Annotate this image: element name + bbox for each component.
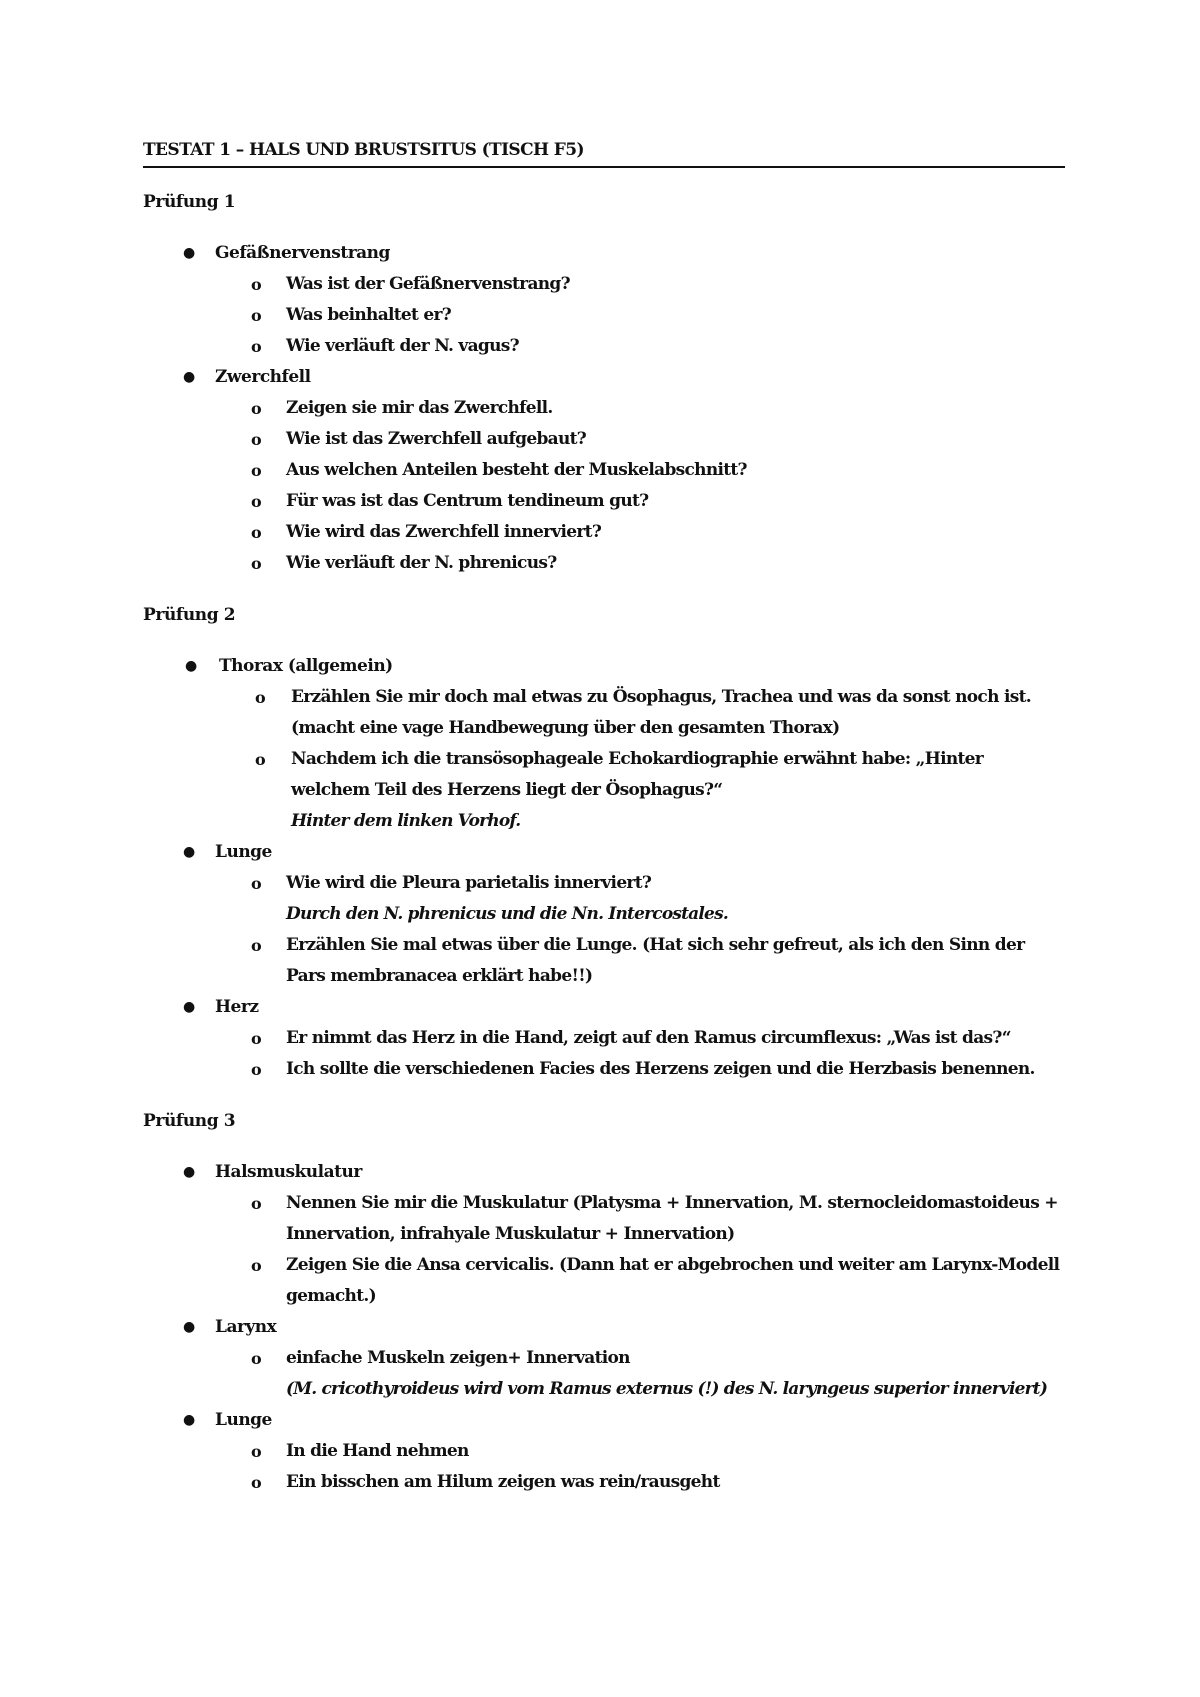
question-item bbox=[215, 868, 1065, 930]
question-text: Er nimmt das Herz in die Hand, zeigt auf den Ramus circumflexus: „Was ist das?“ bbox=[286, 1028, 1011, 1048]
exam-heading: Prüfung 1 bbox=[143, 192, 236, 212]
question-text: Nachdem ich die transösophageale Echokardiographie erwähnt habe: „Hinter welchem Teil des Herzens liegt der Ösophagus?“ bbox=[291, 749, 984, 800]
circle-bullet-icon: o bbox=[251, 936, 262, 955]
circle-bullet-icon: o bbox=[251, 399, 262, 418]
topic-label: Herz bbox=[215, 997, 259, 1017]
topic-item bbox=[143, 651, 1065, 837]
exam-section-3 bbox=[143, 1109, 1065, 1498]
document-page bbox=[143, 138, 1065, 1522]
topic-list bbox=[143, 238, 1065, 579]
question-item bbox=[215, 300, 1065, 331]
circle-bullet-icon: o bbox=[251, 1194, 262, 1213]
topic-item bbox=[143, 362, 1065, 579]
circle-bullet-icon: o bbox=[251, 1029, 262, 1048]
bullet-icon: ● bbox=[183, 1319, 196, 1335]
answer-text: Durch den N. phrenicus und die Nn. Intercostales. bbox=[286, 904, 728, 924]
exam-section-1 bbox=[143, 190, 1065, 579]
bullet-icon: ● bbox=[183, 1164, 196, 1180]
topic-label: Lunge bbox=[215, 842, 272, 862]
circle-bullet-icon: o bbox=[251, 1060, 262, 1079]
topic-item bbox=[143, 837, 1065, 992]
circle-bullet-icon: o bbox=[251, 874, 262, 893]
question-text: Für was ist das Centrum tendineum gut? bbox=[286, 491, 649, 511]
bullet-icon: ● bbox=[183, 999, 196, 1015]
question-text: Wie wird das Zwerchfell innerviert? bbox=[286, 522, 602, 542]
question-item bbox=[219, 682, 1065, 744]
question-text: Wie wird die Pleura parietalis innerviert? bbox=[286, 873, 652, 893]
bullet-icon: ● bbox=[183, 844, 196, 860]
circle-bullet-icon: o bbox=[251, 275, 262, 294]
question-list bbox=[219, 682, 1065, 837]
question-text: Was ist der Gefäßnervenstrang? bbox=[286, 274, 570, 294]
question-item bbox=[215, 517, 1065, 548]
circle-bullet-icon: o bbox=[251, 1256, 262, 1275]
question-item bbox=[215, 486, 1065, 517]
question-text: einfache Muskeln zeigen+ Innervation bbox=[286, 1348, 630, 1368]
question-item bbox=[215, 455, 1065, 486]
topic-label: Halsmuskulatur bbox=[215, 1162, 362, 1182]
topic-label: Zwerchfell bbox=[215, 367, 311, 387]
topic-list bbox=[143, 1157, 1065, 1498]
question-item bbox=[215, 1343, 1065, 1405]
circle-bullet-icon: o bbox=[251, 461, 262, 480]
question-text: Wie verläuft der N. phrenicus? bbox=[286, 553, 557, 573]
circle-bullet-icon: o bbox=[251, 1349, 262, 1368]
circle-bullet-icon: o bbox=[251, 306, 262, 325]
question-item bbox=[215, 930, 1065, 992]
question-text: Was beinhaltet er? bbox=[286, 305, 452, 325]
bullet-icon: ● bbox=[185, 658, 198, 674]
question-item bbox=[215, 1188, 1065, 1250]
circle-bullet-icon: o bbox=[251, 1473, 262, 1492]
question-list bbox=[215, 269, 1065, 362]
question-list bbox=[215, 393, 1065, 579]
question-text: Ein bisschen am Hilum zeigen was rein/rausgeht bbox=[286, 1472, 720, 1492]
topic-item bbox=[143, 238, 1065, 362]
topic-label: Thorax (allgemein) bbox=[219, 656, 393, 676]
topic-item bbox=[143, 1405, 1065, 1498]
question-text: Wie verläuft der N. vagus? bbox=[286, 336, 519, 356]
topic-label: Lunge bbox=[215, 1410, 272, 1430]
question-item bbox=[215, 269, 1065, 300]
topic-label: Larynx bbox=[215, 1317, 277, 1337]
bullet-icon: ● bbox=[183, 245, 196, 261]
question-text: Erzählen Sie mal etwas über die Lunge. (Hat sich sehr gefreut, als ich den Sinn der Pars membranacea erklärt habe!!) bbox=[286, 935, 1025, 986]
question-item bbox=[219, 744, 1065, 837]
topic-item bbox=[143, 992, 1065, 1085]
answer-text: Hinter dem linken Vorhof. bbox=[291, 811, 521, 831]
question-item bbox=[215, 548, 1065, 579]
question-list bbox=[215, 868, 1065, 992]
question-text: Zeigen Sie die Ansa cervicalis. (Dann hat er abgebrochen und weiter am Larynx-Modell gemacht.) bbox=[286, 1255, 1060, 1306]
circle-bullet-icon: o bbox=[255, 688, 266, 707]
topic-list bbox=[143, 651, 1065, 1085]
question-text: Zeigen sie mir das Zwerchfell. bbox=[286, 398, 553, 418]
circle-bullet-icon: o bbox=[251, 337, 262, 356]
bullet-icon: ● bbox=[183, 369, 196, 385]
question-text: Aus welchen Anteilen besteht der Muskelabschnitt? bbox=[286, 460, 747, 480]
question-item bbox=[215, 1023, 1065, 1054]
question-text: Nennen Sie mir die Muskulatur (Platysma + Innervation, M. sternocleidomastoideus + Innervation, infrahyale Muskulatur + Innervation) bbox=[286, 1193, 1058, 1244]
question-item bbox=[215, 1054, 1065, 1085]
question-text: Erzählen Sie mir doch mal etwas zu Ösophagus, Trachea und was da sonst noch ist. (macht eine vage Handbewegung über den gesamten Thorax) bbox=[291, 687, 1031, 738]
exam-heading: Prüfung 2 bbox=[143, 605, 236, 625]
question-item bbox=[215, 393, 1065, 424]
topic-item bbox=[143, 1312, 1065, 1405]
question-list bbox=[215, 1343, 1065, 1405]
question-item bbox=[215, 424, 1065, 455]
question-text: Ich sollte die verschiedenen Facies des Herzens zeigen und die Herzbasis benennen. bbox=[286, 1059, 1035, 1079]
circle-bullet-icon: o bbox=[255, 750, 266, 769]
exam-section-2 bbox=[143, 603, 1065, 1085]
exam-heading: Prüfung 3 bbox=[143, 1111, 236, 1131]
circle-bullet-icon: o bbox=[251, 523, 262, 542]
answer-text: (M. cricothyroideus wird vom Ramus externus (!) des N. laryngeus superior innerviert) bbox=[286, 1379, 1048, 1399]
bullet-icon: ● bbox=[183, 1412, 196, 1428]
question-item bbox=[215, 1467, 1065, 1498]
circle-bullet-icon: o bbox=[251, 554, 262, 573]
question-text: In die Hand nehmen bbox=[286, 1441, 469, 1461]
question-list bbox=[215, 1188, 1065, 1312]
question-text: Wie ist das Zwerchfell aufgebaut? bbox=[286, 429, 587, 449]
question-list bbox=[215, 1436, 1065, 1498]
circle-bullet-icon: o bbox=[251, 1442, 262, 1461]
question-item bbox=[215, 331, 1065, 362]
document-title: TESTAT 1 – HALS UND BRUSTSITUS (TISCH F5) bbox=[143, 138, 1065, 168]
question-list bbox=[215, 1023, 1065, 1085]
topic-label: Gefäßnervenstrang bbox=[215, 243, 390, 263]
question-item bbox=[215, 1250, 1065, 1312]
circle-bullet-icon: o bbox=[251, 430, 262, 449]
question-item bbox=[215, 1436, 1065, 1467]
topic-item bbox=[143, 1157, 1065, 1312]
circle-bullet-icon: o bbox=[251, 492, 262, 511]
